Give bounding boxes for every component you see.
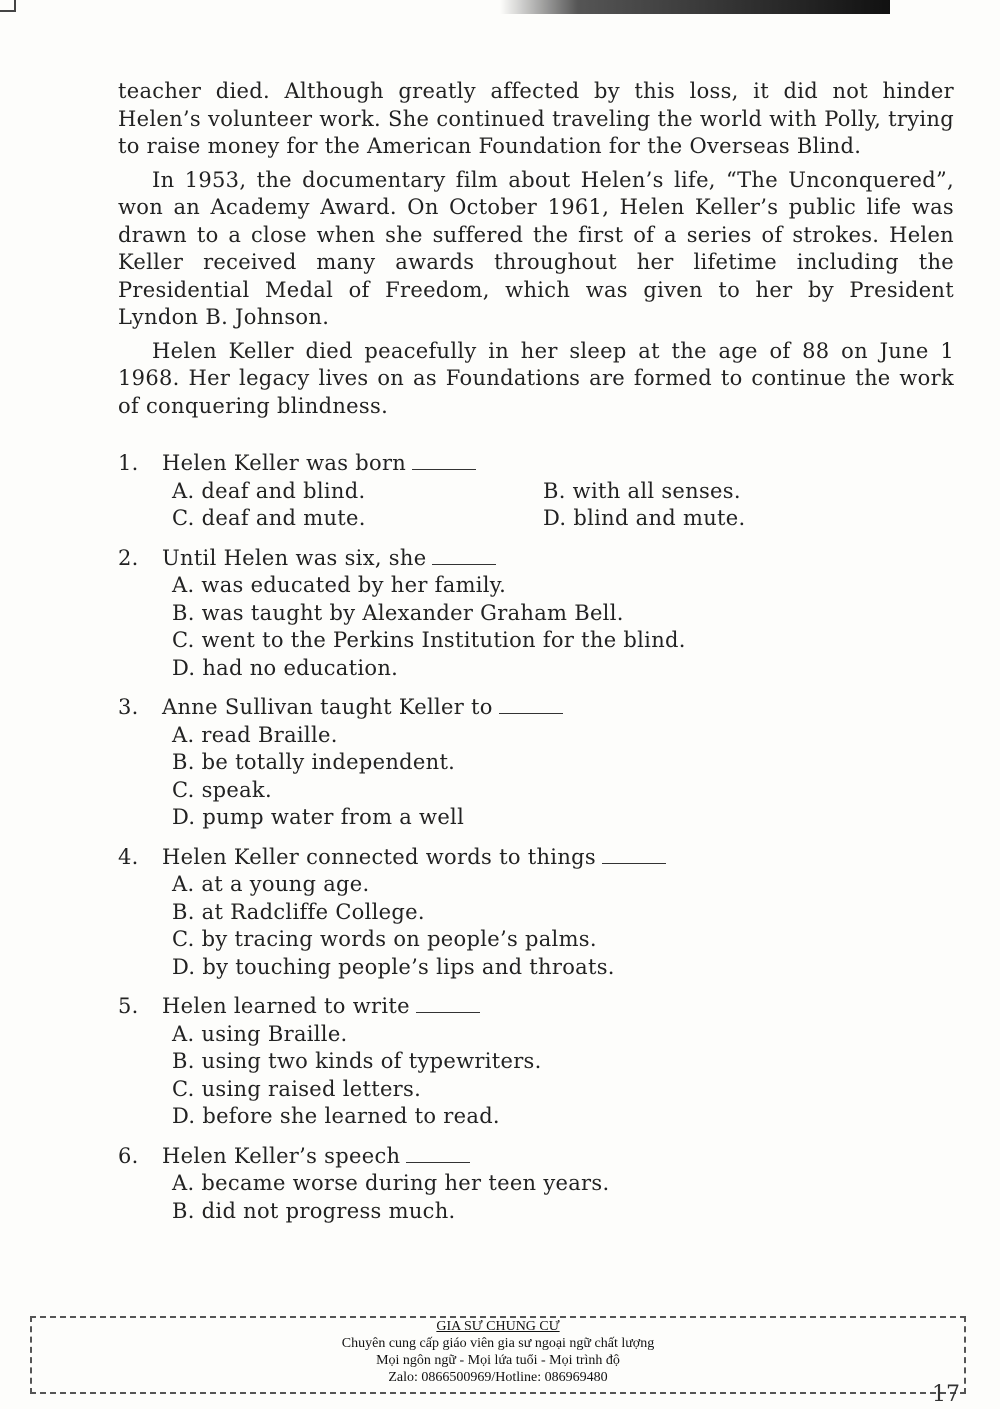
scan-edge-shadow — [500, 0, 890, 14]
option-b: B. be totally independent. — [172, 750, 456, 774]
document-page — [118, 78, 954, 1237]
question-number: 1. — [118, 451, 139, 475]
question-number: 3. — [118, 695, 139, 719]
options — [172, 1021, 954, 1131]
option-b: B. at Radcliffe College. — [172, 899, 425, 924]
question-1 — [118, 450, 954, 533]
options — [172, 572, 954, 682]
option-d: D. by touching people’s lips and throats. — [172, 954, 615, 979]
question-stem: Helen Keller’s speech — [162, 1143, 470, 1171]
option-c: C. using raised letters. — [172, 1076, 422, 1101]
question-stem: Helen Keller was born — [162, 450, 476, 478]
option-b: B. with all senses. — [543, 478, 741, 503]
footer-contact: Zalo: 0866500969/Hotline: 086969480 — [388, 1370, 608, 1385]
question-list — [118, 450, 954, 1225]
option-c: C. by tracing words on people’s palms. — [172, 927, 597, 951]
page-number: 17 — [932, 1382, 960, 1407]
option-a: A. became worse during her teen years. — [172, 1171, 610, 1195]
passage-paragraph: Helen Keller died peacefully in her sleep at the age of 88 on June 1 1968. Her legacy lives on as Foundations are formed to continue the work of conquering blindness. — [118, 338, 954, 418]
option-c: C. speak. — [172, 777, 272, 802]
passage-paragraph: teacher died. Although greatly affected by this loss, it did not hinder Helen’s volunteer work. She continued traveling the world with Polly, trying to raise money for the American Foundation for the Overseas Blind. — [118, 79, 954, 158]
question-number: 5. — [118, 994, 139, 1018]
question-number: 4. — [118, 844, 139, 869]
option-a: A. deaf and blind. — [172, 478, 366, 503]
question-stem: Anne Sullivan taught Keller to — [162, 694, 563, 722]
options — [172, 1170, 954, 1225]
question-3 — [118, 694, 954, 832]
option-d: D. blind and mute. — [543, 506, 746, 530]
footer-title: GIA SƯ CHUNG CƯ — [436, 1319, 560, 1334]
question-2 — [118, 545, 954, 683]
options — [172, 722, 954, 832]
answer-blank — [406, 1144, 470, 1163]
question-stem: Until Helen was six, she — [162, 545, 496, 573]
footer-line: Chuyên cung cấp giáo viên gia sư ngoại ngữ chất lượng — [341, 1336, 655, 1351]
option-d: D. had no education. — [172, 655, 399, 680]
option-b: B. using two kinds of typewriters. — [172, 1049, 542, 1073]
option-d: D. pump water from a well — [172, 805, 465, 829]
answer-blank — [416, 994, 480, 1013]
passage-paragraph: In 1953, the documentary film about Helen’s life, “The Unconquered”, won an Academy Award. On October 1961, Helen Keller’s public life was drawn to a close when she suffered the first of a series of strokes. Helen Keller received many awards throughout her lifetime including the Presidential Medal of Freedom, which was given to her by President Lyndon B. Johnson. — [118, 167, 954, 329]
question-6 — [118, 1143, 954, 1226]
option-c: C. went to the Perkins Institution for the blind. — [172, 628, 686, 652]
question-stem: Helen learned to write — [162, 993, 480, 1021]
question-4 — [118, 844, 954, 982]
option-b: B. was taught by Alexander Graham Bell. — [172, 600, 624, 625]
options — [172, 478, 954, 533]
option-c: C. deaf and mute. — [172, 506, 366, 530]
answer-blank — [499, 695, 563, 714]
option-d: D. before she learned to read. — [172, 1104, 500, 1128]
footer-line: Mọi ngôn ngữ - Mọi lứa tuổi - Mọi trình độ — [376, 1353, 620, 1368]
answer-blank — [412, 451, 476, 470]
question-number: 6. — [118, 1143, 139, 1168]
option-a: A. was educated by her family. — [172, 573, 507, 597]
options — [172, 871, 954, 981]
answer-blank — [432, 546, 496, 565]
question-stem: Helen Keller connected words to things — [162, 844, 666, 872]
option-a: A. read Braille. — [172, 722, 338, 747]
question-5 — [118, 993, 954, 1131]
option-a: A. at a young age. — [172, 872, 370, 896]
scan-corner-mark — [0, 0, 16, 12]
option-b: B. did not progress much. — [172, 1198, 456, 1223]
answer-blank — [602, 845, 666, 864]
footer-box — [30, 1316, 966, 1394]
question-number: 2. — [118, 545, 139, 570]
option-a: A. using Braille. — [172, 1021, 348, 1046]
